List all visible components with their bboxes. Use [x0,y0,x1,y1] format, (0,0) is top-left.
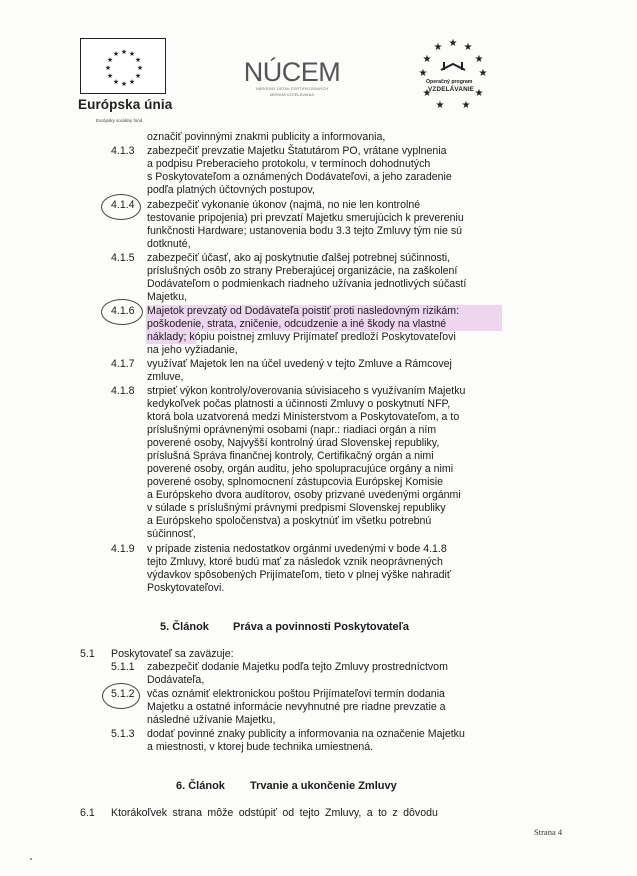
svg-text:★: ★ [448,38,458,49]
clause-number: 5.1.3 [111,728,135,740]
text-line: testovanie pripojenia) pri prevzatí Majetku smerujúcich k prevereniu [147,212,464,224]
svg-text:★: ★ [136,64,144,72]
page-number: Strana 4 [534,827,563,837]
svg-text:★: ★ [134,72,142,80]
eu-title: Európska únia [78,97,173,112]
eu-logo [78,38,172,122]
text-line: zabezpečiť dodanie Majetku podľa tejto Zmluvy prostredníctvom [147,661,448,673]
text-line: výdavkov spôsobených Prijímateľom, tieto v plnej výške nahradiť [147,569,451,581]
text-line: náklady; kópiu poistnej zmluvy Prijímateľ predloží Poskytovateľovi [147,331,456,343]
svg-text:★: ★ [422,54,432,65]
clause-number: 6.1 [80,807,95,819]
clause-number: 5.1 [80,648,95,660]
nucem-subtitle-1: NÁRODNÝ ÚSTAV CERTIFIKOVANÝCH [255,86,329,91]
clause-number: 4.1.6 [111,305,135,317]
text-line: v súlade s príslušnými právnymi predpismi Slovenskej republiky [147,502,446,514]
svg-text:★: ★ [478,68,488,79]
text-line: podľa platných účtovných postupov, [147,184,315,196]
scan-speck [30,858,32,860]
text-line: Dodávateľa, [147,674,205,686]
text-line: Majetok prevzatý od Dodávateľa poistiť proti nasledovným rizikám: [147,305,460,317]
text-line: zabezpečiť účasť, ako aj poskytnutie ďalšej potrebnej súčinnosti, [147,252,451,264]
text-line: poverené osoby, orgán auditu, jeho spolupracujúce orgány a nimi [147,463,454,475]
text-line: dotknuté, [147,238,191,250]
text-line: zabezpečiť vykonanie úkonov (najmä, no nie len kontrolné [147,199,421,211]
svg-text:★: ★ [112,50,120,58]
text-line: zabezpečiť prevzatie Majetku Štatutárom PO, vrátane vyplnenia [147,145,447,157]
svg-text:★: ★ [128,78,136,86]
eu-flag-icon [80,38,166,94]
svg-text:★: ★ [461,100,471,111]
text-line: funkčnosti Hardware; ustanovenia bodu 3.3 tejto Zmluvy tým nie sú [147,225,463,237]
text-line: včas oznámiť elektronickou poštou Prijímateľovi termín dodania [147,688,445,700]
text-line: označiť povinnými znakmi publicity a informovania, [147,131,386,143]
clause-number: 4.1.9 [111,543,135,555]
text-line: poškodenie, strata, zničenie, odcudzenie a iné škody na vlastné [147,318,447,330]
svg-text:★: ★ [435,100,445,111]
op-vzdelavanie-logo [410,32,496,114]
text-line: s Poskytovateľom a oznámených Dodávateľovi, a jeho zaradenie [147,171,452,183]
text-line: a podpisu Preberacieho protokolu, v termínoch dohodnutých [147,158,431,170]
clause-number: 4.1.4 [111,199,135,211]
text-line: v prípade zistenia nedostatkov orgánmi uvedenými v bode 4.1.8 [147,543,447,555]
text-line: príslušných osôb zo strany Preberajúcej organizácie, na zaškolení [147,265,458,277]
svg-text:★: ★ [474,54,484,65]
clause-number: 4.1.7 [111,358,135,370]
nucem-logo [232,58,352,98]
text-line: Majetku a ostatné informácie nevyhnutné pre riadne prevzatie a [147,701,446,713]
op-stars-icon [410,32,496,114]
article-6-number: 6. Článok [176,780,225,792]
text-line: a Európskeho spoločenstva) a poskytnúť im všetku potrebnú [147,515,432,527]
svg-text:★: ★ [112,78,120,86]
clause-number: 4.1.3 [111,145,135,157]
op-text-vzdelavanie: VZDELÁVANIE [428,86,475,93]
svg-text:★: ★ [120,48,128,56]
text-line: Dodávateľom o podmienkach riadneho užívania jednotlivých súčastí [147,278,467,290]
text-line: dodať povinné znaky publicity a informovania na označenie Majetku [147,728,465,740]
text-line: tejto Zmluvy, ktoré budú mať za následok vznik neoprávnených [147,556,443,568]
svg-text:★: ★ [128,50,136,58]
svg-text:★: ★ [106,56,114,64]
article-5-number: 5. Článok [160,621,209,633]
clause-number: 4.1.5 [111,252,135,264]
text-line: poverené osoby, splnomocnení zástupcovia Európskej Komisie [147,476,444,488]
text-line: zmluve, [147,371,184,383]
article-6-title: Trvanie a ukončenie Zmluvy [250,780,397,792]
text-line: ktorá bola uzatvorená medzi Ministerstvom a Poskytovateľom, a to [147,411,460,423]
svg-text:★: ★ [134,56,142,64]
text-line: Majetku, [147,291,188,303]
article-5-title: Práva a povinnosti Poskytovateľa [233,621,410,633]
eu-subtitle: Európsky sociálny fond [96,118,143,123]
text-line: využívať Majetok len na účel uvedený v tejto Zmluve a Rámcovej [147,358,452,370]
text-line: strpieť výkon kontroly/overovania súvisiaceho s využívaním Majetku [147,385,466,397]
text-line: na jeho vyžiadanie, [147,344,238,356]
nucem-subtitle-2: MERANÍ VZDELÁVANIA [270,92,314,97]
text-line: Ktorákoľvek strana môže odstúpiť od tejto Zmluvy, a to z dôvodu [111,807,438,819]
clause-number: 5.1.1 [111,661,135,673]
svg-text:★: ★ [418,68,428,79]
text-line: a Európskeho dvora audítorov, osoby prizvané uvedenými orgánmi [147,489,461,501]
op-text-program: Operačný program [426,79,473,85]
text-line: Poskytovateľ sa zaväzuje: [111,648,234,660]
nucem-wordmark: NÚCEM [243,57,341,87]
svg-text:★: ★ [104,64,112,72]
text-line: a miestnosti, v ktorej bude technika umiestnená. [147,741,374,753]
text-line: súčinnosť, [147,528,196,540]
svg-text:★: ★ [422,88,432,99]
svg-text:★: ★ [433,42,443,53]
text-line: Poskytovateľovi. [147,582,225,594]
text-line: následné užívanie Majetku, [147,714,276,726]
svg-text:★: ★ [120,80,128,88]
text-line: príslušnými oprávnenými osobami (napr.: riadiaci orgán a ním [147,424,437,436]
clause-number: 5.1.2 [111,688,135,700]
text-line: poverené osoby, Najvyšší kontrolný úrad Slovenskej republiky, [147,437,440,449]
svg-text:★: ★ [106,72,114,80]
svg-text:★: ★ [474,88,484,99]
text-line: kedykoľvek počas platnosti a účinnosti Zmluvy o poskytnutí NFP, [147,398,451,410]
svg-text:★: ★ [463,42,473,53]
text-line: príslušná Správa finančnej kontroly, Certifikačný orgán a nimi [147,450,434,462]
clause-number: 4.1.8 [111,385,135,397]
